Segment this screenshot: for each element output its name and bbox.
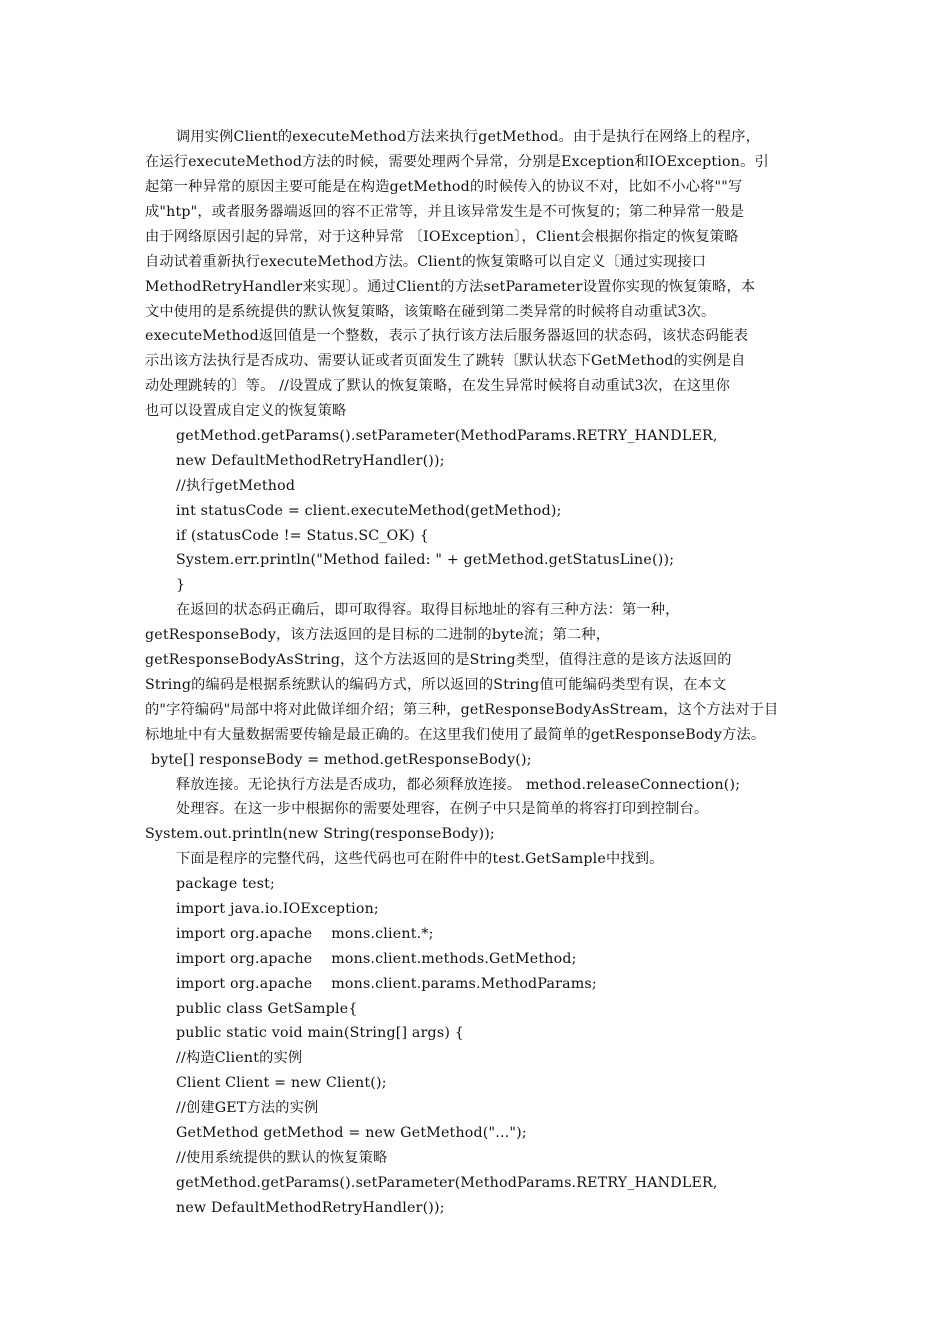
code-line: import org.apache mons.client.*; <box>176 926 434 942</box>
text-line: getResponseBodyAsString，这个方法返回的是String类型，值得注意的是该方法返回的 <box>145 652 732 668</box>
text-line: getResponseBody，该方法返回的是目标的二进制的byte流；第二种， <box>145 627 611 643</box>
code-line: if (statusCode != Status.SC_OK) { <box>176 528 429 544</box>
text-line: executeMethod返回值是一个整数，表示了执行该方法后服务器返回的状态码，该状态码能表 <box>145 328 749 344</box>
code-line: GetMethod getMethod = new GetMethod("..."); <box>176 1125 527 1141</box>
text-line: 在运行executeMethod方法的时候，需要处理两个异常，分别是Exception和IOException。引 <box>145 154 769 170</box>
text-line: 自动试着重新执行executeMethod方法。Client的恢复策略可以自定义〔通过实现接口 <box>145 254 707 270</box>
code-line: System.err.println("Method failed: " + getMethod.getStatusLine()); <box>176 552 675 568</box>
code-line: //使用系统提供的默认的恢复策略 <box>176 1150 388 1166</box>
text-line: 调用实例Client的executeMethod方法来执行getMethod。由于是执行在网络上的程序， <box>176 129 760 145</box>
text-line: 示出该方法执行是否成功、需要认证或者页面发生了跳转〔默认状态下GetMethod的实例是自 <box>145 353 746 369</box>
code-line: } <box>176 577 186 593</box>
code-line: import org.apache mons.client.params.MethodParams; <box>176 976 597 992</box>
text-line: String的编码是根据系统默认的编码方式，所以返回的String值可能编码类型有误，在本文 <box>145 677 727 693</box>
code-line: getMethod.getParams().setParameter(MethodParams.RETRY_HANDLER, <box>176 428 718 444</box>
code-line: import org.apache mons.client.methods.GetMethod; <box>176 951 577 967</box>
text-line: 由于网络原因引起的异常，对于这种异常 〔IOException〕，Client会根据你指定的恢复策略 <box>145 229 739 245</box>
code-line: //创建GET方法的实例 <box>176 1100 319 1116</box>
text-line: 成"htp"，或者服务器端返回的容不正常等，并且该异常发生是不可恢复的；第二种异常一般是 <box>145 204 745 220</box>
code-line: public class GetSample{ <box>176 1001 358 1017</box>
code-line: public static void main(String[] args) { <box>176 1025 464 1041</box>
code-line: //执行getMethod <box>176 478 296 494</box>
code-line: System.out.println(new String(responseBody)); <box>145 826 495 842</box>
text-line: 标地址中有大量数据需要传输是最正确的。在这里我们使用了最简单的getResponseBody方法。 <box>145 727 766 743</box>
text-line: 也可以设置成自定义的恢复策略 <box>145 403 347 419</box>
code-line: //构造Client的实例 <box>176 1050 303 1066</box>
text-line: 起第一种异常的原因主要可能是在构造getMethod的时候传入的协议不对，比如不小心将""写 <box>145 179 743 195</box>
code-line: byte[] responseBody = method.getResponseBody(); <box>151 752 532 768</box>
code-line: int statusCode = client.executeMethod(getMethod); <box>176 503 562 519</box>
code-line: import java.io.IOException; <box>176 901 379 917</box>
code-line: package test; <box>176 876 275 892</box>
text-line: MethodRetryHandler来实现〕。通过Client的方法setParameter设置你实现的恢复策略，本 <box>145 279 756 295</box>
text-line: 下面是程序的完整代码，这些代码也可在附件中的test.GetSample中找到。 <box>176 851 664 867</box>
code-line: Client Client = new Client(); <box>176 1075 387 1091</box>
text-line: 释放连接。无论执行方法是否成功，都必须释放连接。 method.releaseConnection(); <box>176 777 741 793</box>
text-line: 文中使用的是系统提供的默认恢复策略，该策略在碰到第二类异常的时候将自动重试3次。 <box>145 304 716 320</box>
code-line: new DefaultMethodRetryHandler()); <box>176 453 445 469</box>
text-line: 动处理跳转的〕等。 //设置成了默认的恢复策略，在发生异常时候将自动重试3次，在这里你 <box>145 378 731 394</box>
text-line: 处理容。在这一步中根据你的需要处理容，在例子中只是简单的将容打印到控制台。 <box>176 801 709 817</box>
text-line: 在返回的状态码正确后，即可取得容。取得目标地址的容有三种方法：第一种， <box>176 602 680 618</box>
text-line: 的"字符编码"局部中将对此做详细介绍；第三种，getResponseBodyAsStream，这个方法对于目 <box>145 702 779 718</box>
code-line: new DefaultMethodRetryHandler()); <box>176 1200 445 1216</box>
code-line: getMethod.getParams().setParameter(MethodParams.RETRY_HANDLER, <box>176 1175 718 1191</box>
